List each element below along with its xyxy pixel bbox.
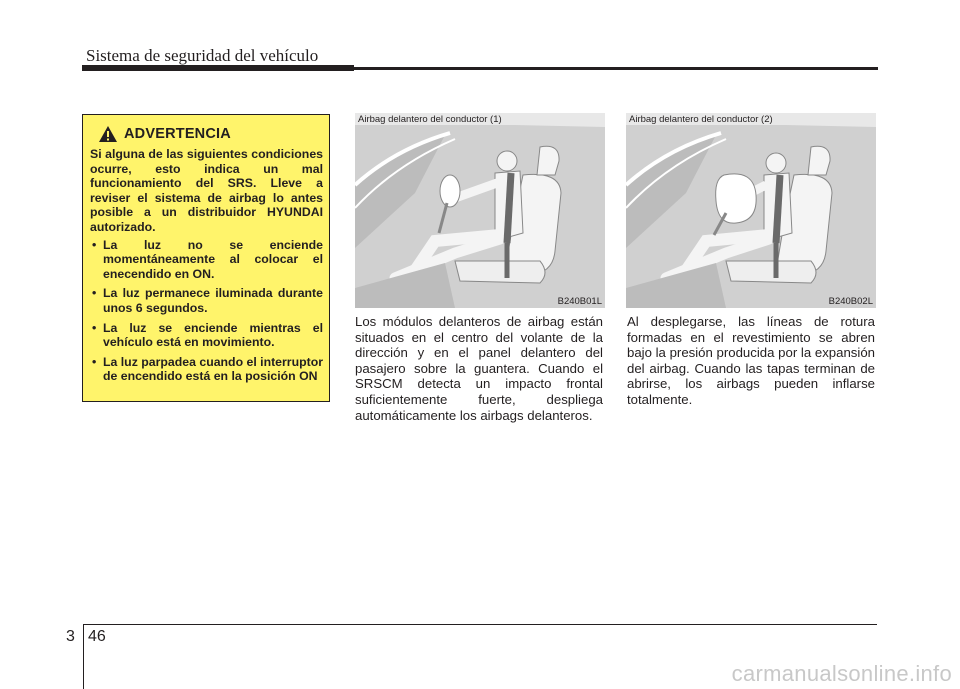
page-header-title: Sistema de seguridad del vehículo (86, 46, 319, 65)
warning-list (90, 238, 323, 384)
header-rule-accent (82, 65, 354, 71)
figure-airbag-2 (626, 113, 876, 308)
warning-list-item (90, 355, 323, 384)
warning-list-item (90, 321, 323, 350)
warning-item-text: La luz parpadea cuando el interruptor de encendido está en la posición ON (103, 354, 324, 384)
warning-item-text: La luz no se enciende momentáneamente al colocar el enecendido en ON. (103, 237, 323, 281)
page-number: 46 (88, 628, 106, 645)
bullet: • (92, 237, 97, 252)
warning-title: ADVERTENCIA (124, 126, 231, 142)
warning-list-item (90, 238, 323, 282)
footer-horizontal-rule (83, 624, 877, 625)
figure-airbag-1 (355, 113, 605, 308)
driver-airbag-illustration-2 (626, 113, 876, 308)
warning-box (82, 114, 330, 402)
warning-triangle-icon (98, 125, 118, 143)
chapter-number: 3 (66, 628, 75, 645)
footer-vertical-rule (83, 624, 84, 689)
figure-code: B240B01L (557, 296, 602, 307)
bullet: • (92, 320, 97, 335)
warning-intro: Si alguna de las siguientes condiciones ocurre, esto indica un mal funcionamiento del SRS. Lleve a reviser el sistema de airbag lo antes posible a un distribuidor HYUNDAI autorizado. (90, 147, 323, 234)
figure-caption: Airbag delantero del conductor (1) (358, 114, 502, 125)
watermark: carmanualsonline.info (731, 661, 952, 686)
figure-caption: Airbag delantero del conductor (2) (629, 114, 773, 125)
paragraph-airbag-modules: Los módulos delanteros de airbag están situados en el centro del volante de la dirección y en el panel delantero del pasajero sobre la guantera. Cuando el SRSCM detecta un impacto frontal suficientemente fuerte, despliega automáticamente los airbags delanteros. (355, 314, 603, 423)
warning-heading (98, 125, 323, 143)
bullet: • (92, 354, 97, 369)
warning-item-text: La luz permanece iluminada durante unos 6 segundos. (103, 286, 323, 315)
driver-airbag-illustration-1 (355, 113, 605, 308)
bullet: • (92, 286, 97, 301)
figure-code: B240B02L (828, 296, 873, 307)
paragraph-airbag-deployment: Al desplegarse, las líneas de rotura formadas en el revestimiento se abren bajo la presión producida por la expansión del airbag. Cuando las tapas terminan de abrirse, los airbags pueden inflarse totalmente. (627, 314, 875, 407)
warning-item-text: La luz se enciende mientras el vehículo está en movimiento. (103, 320, 323, 350)
warning-list-item (90, 286, 323, 315)
